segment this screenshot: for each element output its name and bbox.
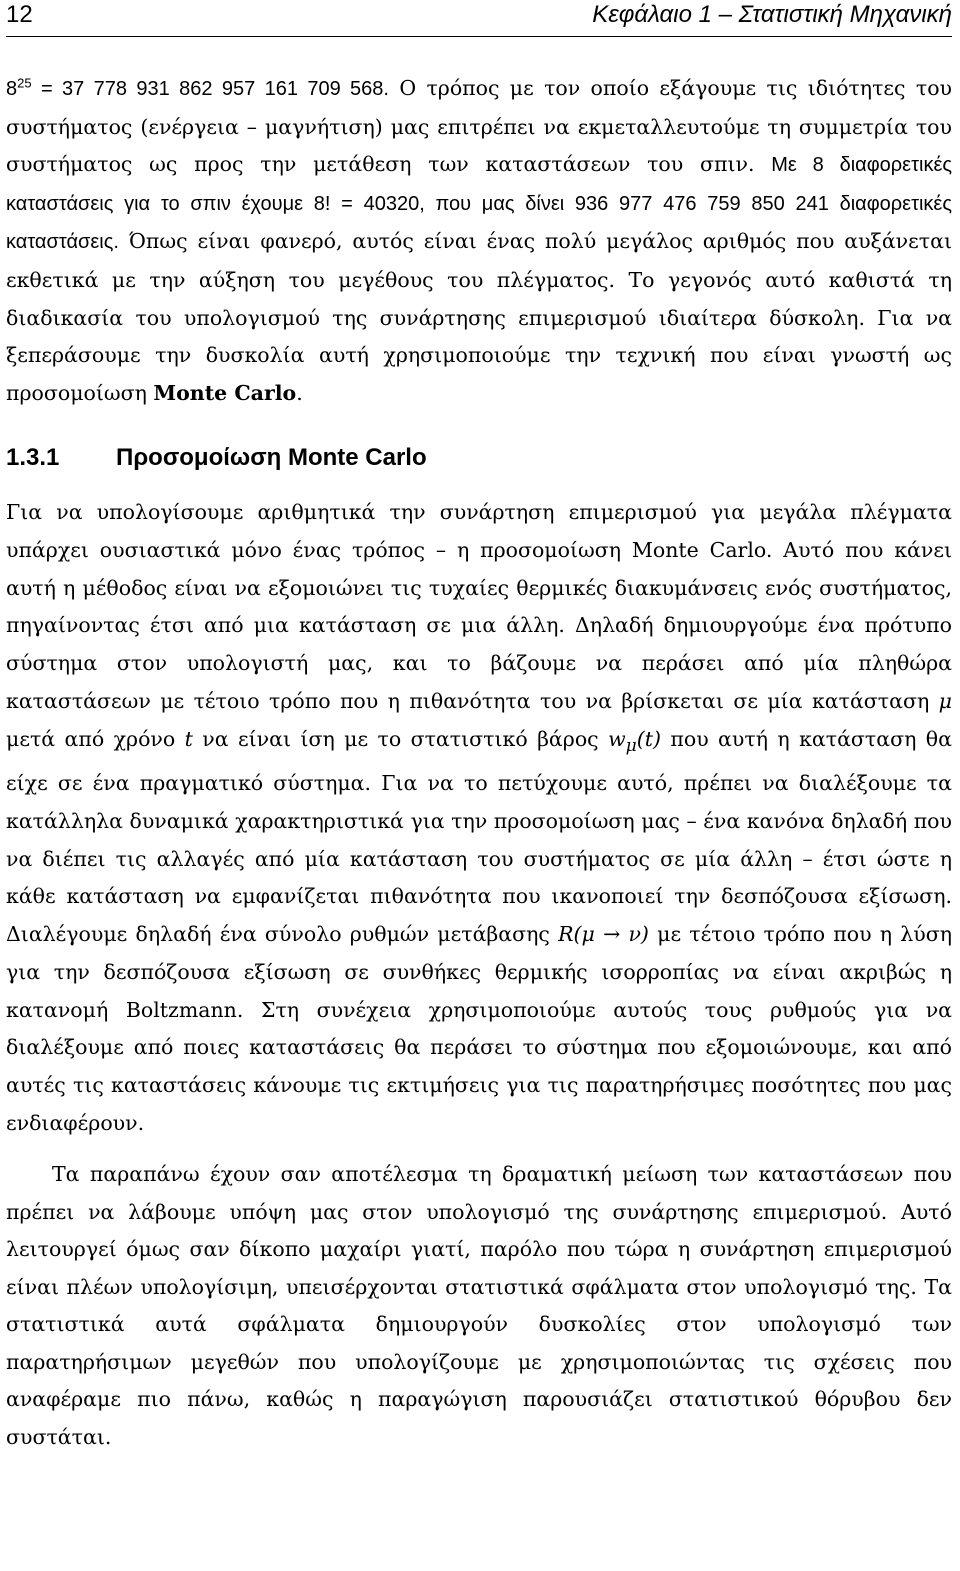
paragraph-text: με τέτοιο τρόπο που η λύση για την δεσπόζουσα εξίσωση σε συνθήκες θερμικής ισορροπίας να είναι ακριβώς η κατανομή Boltzmann. Στη συνέχεια χρησιμοποιούμε αυτούς τους ρυθμούς για να διαλέξουμε από ποιες καταστάσεις θα περάσει το σύστημα που εξομοιώνουμε, και από αυτές τις καταστάσεις κάνουμε τις εκτιμήσεις για τις παρατηρήσιμες ποσότητες που μας ενδιαφέρουν. bbox=[6, 922, 952, 1135]
paragraph-text: Ο τρόπος με τον οποίο εξάγουμε τις ιδιότητες του συστήματος (ενέργεια – μαγνήτιση) μας επιτρέπει να εκμεταλλευτούμε τη συμμετρία του συστήματος ως προς την μετάθεση των καταστάσεων του σπιν. bbox=[6, 76, 952, 177]
paragraph-text: Όπως είναι φανερό, αυτός είναι ένας πολύ μεγάλος αριθμός που αυξάνεται εκθετικά με την αύξηση του μεγέθους του πλέγματος. Το γεγονός αυτό καθιστά τη διαδικασία του υπολογισμού της συνάρτησης επιμερισμού ιδιαίτερα δύσκολη. Για να ξεπεράσουμε την δυσκολία αυτή χρησιμοποιούμε την τεχνική που είναι γνωστή ως προσομοίωση bbox=[6, 229, 952, 405]
math-weight-subscript: μ bbox=[625, 735, 637, 756]
paragraph-text: που αυτή η κατάσταση θα είχε σε ένα πραγματικό σύστημα. Για να το πετύχουμε αυτό, πρέπει να διαλέξουμε τα κατάλληλα δυναμικά χαρακτηριστικά για την προσομοίωση μας – ένα κανόνα δηλαδή που να διέπει τις αλλαγές από μία κατάσταση του συστήματος σε μία άλλη – έτσι ώστε η κάθε κατάσταση να εμφανίζεται πιθανότητα που ικανοποιεί την δεσπόζουσα εξίσωση. Διαλέγουμε δηλαδή ένα σύνολο ρυθμών μετάβασης bbox=[6, 726, 952, 947]
paragraph-state-count bbox=[6, 70, 952, 412]
formula-exponent: 25 bbox=[17, 75, 32, 91]
paragraph-consequences: Τα παραπάνω έχουν σαν αποτέλεσμα τη δραματική μείωση των καταστάσεων που πρέπει να λάβουμε υπόψη μας στον υπολογισμό της συνάρτησης επιμερισμού. Αυτό λειτουργεί όμως σαν δίκοπο μαχαίρι γιατί, παρόλο που τώρα η συνάρτηση επιμερισμού είναι πλέων υπολογίσιμη, υπεισέρχονται στατιστικά σφάλματα στον υπολογισμό της. Τα στατιστικά αυτά σφάλματα δημιουργούν δυσκολίες στον υπολογισμό των παρατηρήσιμων μεγεθών που υπολογίζουμε με χρησιμοποιώντας τις σχέσεις που αναφέραμε πιο πάνω, καθώς η παραγώγιση παρουσιάζει στατιστικού θόρυβου δεν συστάται. bbox=[6, 1162, 952, 1449]
formula-base: 8 bbox=[6, 78, 18, 100]
formula-value: = 37 778 931 862 957 161 709 568. bbox=[31, 78, 389, 100]
paragraph-text: Για να υπολογίσουμε αριθμητικά την συνάρτηση επιμερισμού για μεγάλα πλέγματα υπάρχει ουσιαστικά μόνο ένας τρόπος – η προσομοίωση Monte Carlo. Αυτό που κάνει αυτή η μέθοδος είναι να εξομοιώνει τις τυχαίες θερμικές διακυμάνσεις ενός συστήματος, πηγαίνοντας έτσι από μια κατάσταση σε μια άλλη. Δηλαδή δημιουργούμε ένα πρότυπο σύστημα στον υπολογιστή μας, και το βάζουμε να περάσει από μία πληθώρα καταστάσεων με τέτοιο τρόπο που η πιθανότητα του να βρίσκεται σε μία κατάσταση bbox=[6, 500, 952, 713]
sans-sentence: Με 8 διαφορετικές καταστάσεις για το σπιν έχουμε 8! = 40320, που μας δίνει 936 977 476 759 850 241 διαφορετικές καταστάσεις. bbox=[6, 154, 952, 254]
monte-carlo-term: Monte Carlo bbox=[153, 380, 297, 405]
paragraph-monte-carlo bbox=[6, 494, 952, 1142]
page-header bbox=[6, 0, 952, 37]
paragraph-text: να είναι ίση με το στατιστικό βάρος bbox=[192, 726, 609, 751]
page-number: 12 bbox=[6, 1, 33, 28]
section-number: 1.3.1 bbox=[6, 444, 60, 472]
chapter-title: Κεφάλαιο 1 – Στατιστική Μηχανική bbox=[592, 1, 952, 28]
document-body bbox=[6, 70, 952, 1456]
math-weight-symbol: w bbox=[608, 726, 626, 751]
math-mu: μ bbox=[938, 688, 952, 713]
state-count-formula bbox=[6, 75, 389, 100]
math-t: t bbox=[184, 726, 193, 751]
paragraph-text: μετά από χρόνο bbox=[6, 726, 185, 751]
section-heading bbox=[6, 440, 952, 476]
math-weight-argument: (t) bbox=[636, 726, 661, 751]
math-weight bbox=[608, 726, 661, 756]
section-title: Προσομοίωση Monte Carlo bbox=[116, 444, 427, 472]
paragraph-text: . bbox=[296, 380, 303, 405]
math-transition-rate: R(μ → ν) bbox=[558, 922, 649, 947]
